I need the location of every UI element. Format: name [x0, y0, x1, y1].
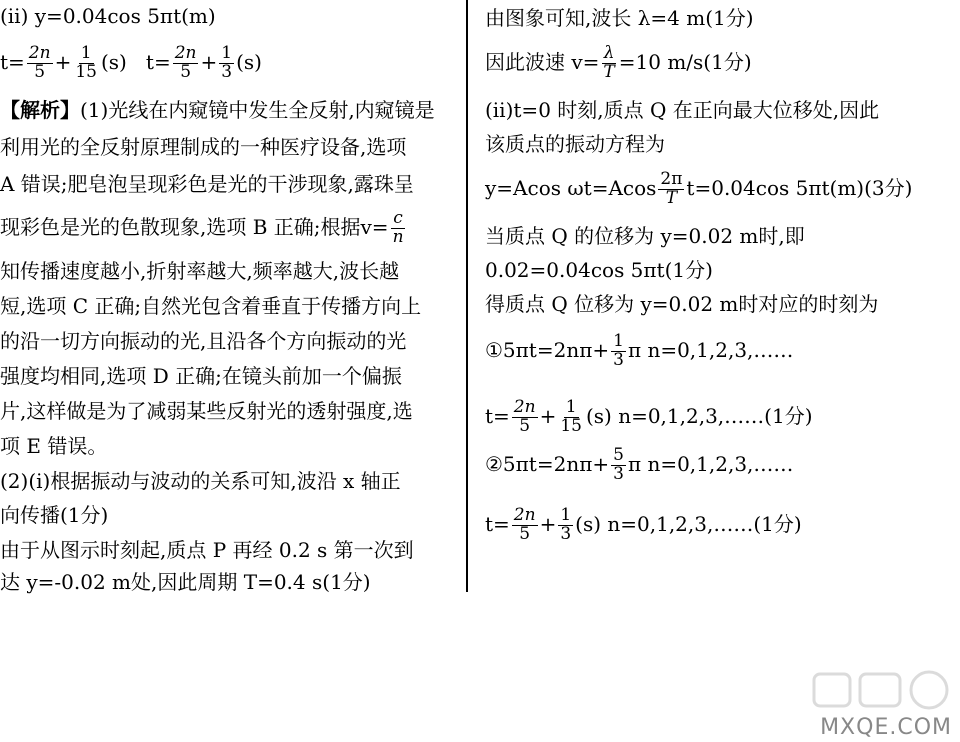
right-line-2: 因此波速 v= $\frac{\lambda}{T}$ =10 m/s(1分): [485, 43, 752, 82]
fraction: $\frac{5}{3}$: [613, 445, 624, 484]
analysis-line-6: 短,选项 C 正确;自然光包含着垂直于传播方向上: [0, 294, 422, 318]
analysis-line-9: 片,这样做是为了减弱某些反射光的透射强度,选: [0, 399, 413, 423]
time-solutions-line: t= $\frac{2n}{5}$ + $\frac{1}{15}$ (s) t= $\frac{2n}{5}$ + $\frac{1}{3}$ (s): [0, 43, 262, 82]
fraction: $\frac{\lambda}{T}$: [603, 43, 615, 82]
fraction: $\frac{2n}{5}$: [28, 43, 51, 82]
analysis-line-8: 强度均相同,选项 D 正确;在镜头前加一个偏振: [0, 364, 402, 388]
analysis-line-5: 知传播速度越小,折射率越大,频率越大,波长越: [0, 259, 400, 283]
right-line-10: t= $\frac{2n}{5}$ + $\frac{1}{15}$ (s) n=0,1,2,3,……(1分): [485, 397, 813, 436]
analysis-line-13: 由于从图示时刻起,质点 P 再经 0.2 s 第一次到: [0, 538, 414, 562]
fraction: $\frac{1}{15}$: [75, 43, 97, 82]
watermark-text: MXQE.COM: [820, 715, 952, 740]
analysis-line-4: 现彩色是光的色散现象,选项 B 正确;根据v= $\frac{c}{n}$: [0, 208, 404, 247]
right-line-12: t= $\frac{2n}{5}$ + $\frac{1}{3}$ (s) n=0,1,2,3,……(1分): [485, 505, 802, 544]
analysis-line-10: 项 E 错误。: [0, 434, 108, 458]
fraction: $\frac{1}{15}$: [560, 397, 582, 436]
analysis-line-3: A 错误;肥皂泡呈现彩色是光的干涉现象,露珠呈: [0, 172, 414, 196]
analysis-line-14: 达 y=-0.02 m处,因此周期 T=0.4 s(1分): [0, 570, 371, 594]
column-divider: [466, 0, 468, 592]
analysis-line-1: 【解析】(1)光线在内窥镜中发生全反射,内窥镜是: [0, 98, 435, 122]
right-line-5: y=Acos ωt=Acos $\frac{2\pi}{T}$ t=0.04cos 5πt(m)(3分): [485, 169, 913, 208]
analysis-line-11: (2)(ⅰ)根据振动与波动的关系可知,波沿 x 轴正: [0, 469, 401, 493]
right-line-9: ①5πt=2nπ+ $\frac{1}{3}$ π n=0,1,2,3,……: [485, 331, 794, 370]
equation-ii: (ⅱ) y=0.04cos 5πt(m): [0, 4, 216, 28]
right-line-6: 当质点 Q 的位移为 y=0.02 m时,即: [485, 224, 805, 248]
right-line-3: (ⅱ)t=0 时刻,质点 Q 在正向最大位移处,因此: [485, 98, 880, 122]
right-line-4: 该质点的振动方程为: [485, 132, 665, 156]
fraction: $\frac{2n}{5}$: [513, 397, 536, 436]
fraction: $\frac{2n}{5}$: [513, 505, 536, 544]
fraction: $\frac{2\pi}{T}$: [660, 169, 683, 208]
analysis-line-7: 的沿一切方向振动的光,且沿各个方向振动的光: [0, 329, 407, 353]
fraction: $\frac{1}{3}$: [221, 43, 233, 82]
analysis-line-2: 利用光的全反射原理制成的一种医疗设备,选项: [0, 135, 407, 159]
right-line-11: ②5πt=2nπ+ $\frac{5}{3}$ π n=0,1,2,3,……: [485, 445, 794, 484]
fraction: $\frac{1}{3}$: [560, 505, 572, 544]
right-line-1: 由图象可知,波长 λ=4 m(1分): [485, 6, 754, 30]
fraction: $\frac{2n}{5}$: [174, 43, 197, 82]
fraction: $\frac{c}{n}$: [392, 208, 404, 247]
right-line-7: 0.02=0.04cos 5πt(1分): [485, 258, 713, 282]
analysis-heading: 【解析】: [0, 98, 80, 122]
analysis-line-12: 向传播(1分): [0, 503, 109, 527]
fraction: $\frac{1}{3}$: [613, 331, 624, 370]
right-line-8: 得质点 Q 位移为 y=0.02 m时对应的时刻为: [485, 292, 879, 316]
